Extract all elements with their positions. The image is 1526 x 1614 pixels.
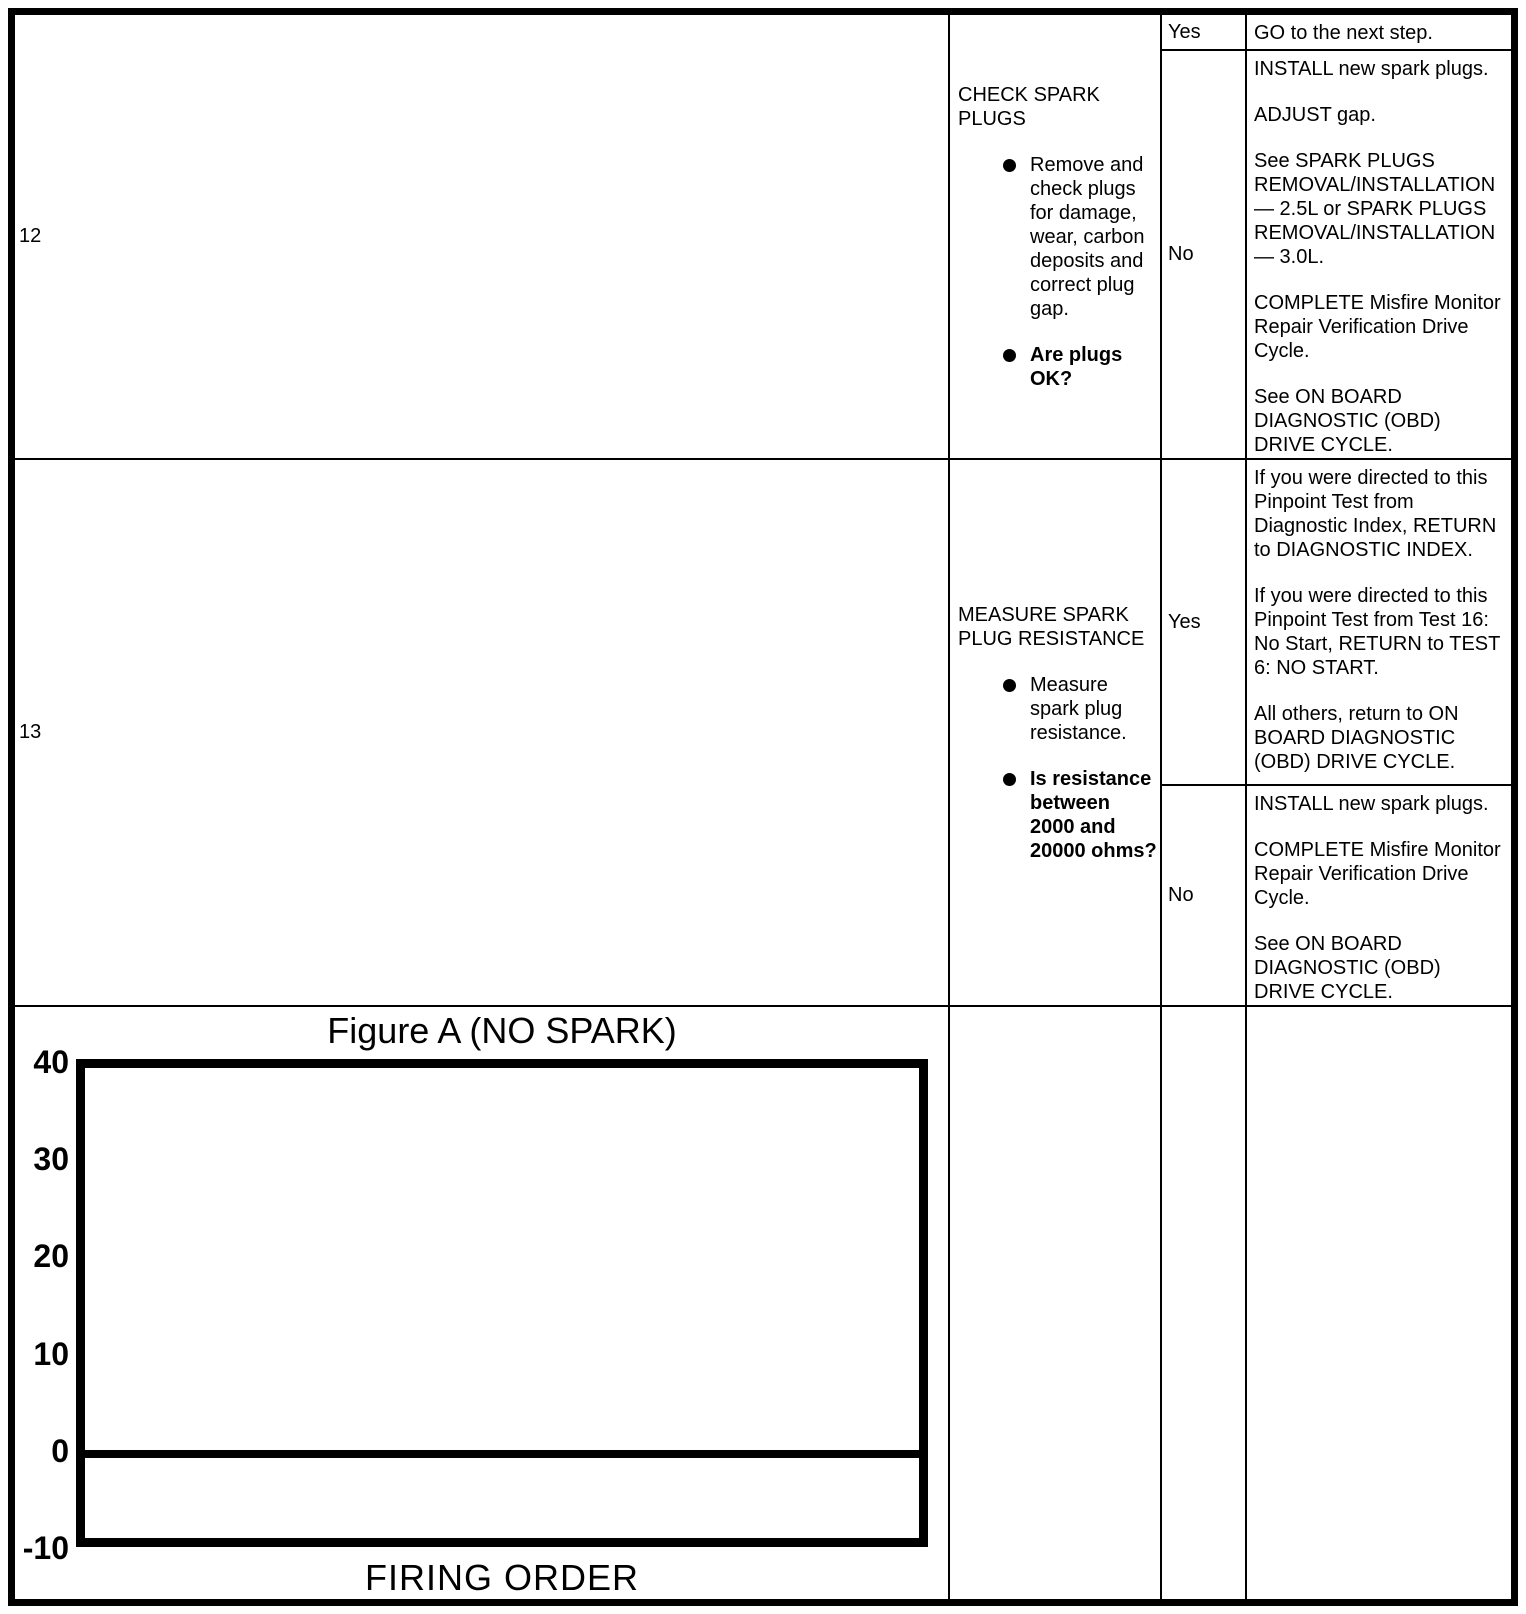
action-paragraph: COMPLETE Misfire Monitor Repair Verification Drive Cycle. [1254,839,1501,909]
action-paragraph: See ON BOARD DIAGNOSTIC (OBD) DRIVE CYCLE. [1254,386,1441,456]
action-paragraph: INSTALL new spark plugs. [1254,793,1489,815]
action-paragraph: INSTALL new spark plugs. [1254,58,1489,80]
action-paragraph: If you were directed to this Pinpoint Test from Diagnostic Index, RETURN to DIAGNOSTIC INDEX. [1254,467,1497,561]
figure-title: Figure A (NO SPARK) [327,1010,677,1051]
action-paragraph: If you were directed to this Pinpoint Test from Test 16: No Start, RETURN to TEST 6: NO START. [1254,585,1500,679]
answer-cell [1162,51,1247,458]
step-number: 12 [19,225,42,247]
step-number: 13 [19,721,42,743]
y-axis-tick: 20 [33,1238,69,1274]
result-row-yes [1162,460,1511,786]
y-axis-tick: -10 [22,1530,69,1566]
bullet-text: Measure spark plug resistance. [1030,673,1127,744]
action-paragraph: ADJUST gap. [1254,104,1376,126]
pinpoint-test-table [8,8,1518,1606]
x-axis-label: FIRING ORDER [364,1557,639,1598]
answer-label: No [1168,884,1194,906]
y-axis-tick: 40 [33,1044,69,1080]
bullet-text: Is resistance between 2000 and 20000 ohms? [1030,767,1157,862]
answer-label: Yes [1168,20,1201,43]
answer-cell [1162,15,1247,49]
y-axis-tick: 30 [33,1141,69,1177]
results-block [1162,460,1511,1005]
procedure-question-bullet [958,343,1158,391]
procedure-cell [950,460,1162,1005]
procedure-cell [950,15,1162,458]
bullet-icon [1003,159,1016,172]
procedure-title: CHECK SPARK PLUGS [958,83,1100,130]
action-cell [1247,15,1511,49]
bullet-icon [1003,679,1016,692]
empty-procedure-cell [950,1007,1162,1599]
results-block [1162,15,1511,458]
bullet-text: Remove and check plugs for damage, wear, carbon deposits and correct plug gap. [1030,153,1145,320]
action-paragraph: COMPLETE Misfire Monitor Repair Verification Drive Cycle. [1254,292,1501,362]
step-number-cell [15,460,950,1005]
test-row-13 [15,460,1511,1007]
bullet-icon [1003,773,1016,786]
step-number-cell [15,15,950,458]
zero-value-data-line [85,1450,919,1458]
empty-answer-cell [1162,1007,1247,1599]
action-cell [1247,460,1511,784]
result-row-yes [1162,15,1511,51]
answer-label: No [1168,243,1194,265]
answer-label: Yes [1168,610,1201,633]
action-paragraph: All others, return to ON BOARD DIAGNOSTIC (OBD) DRIVE CYCLE. [1254,703,1459,773]
action-paragraph: GO to the next step. [1254,22,1433,44]
bullet-text: Are plugs OK? [1030,343,1123,390]
empty-action-cell [1247,1007,1511,1599]
action-cell [1247,786,1511,1005]
procedure-bullet [958,153,1158,321]
procedure-question-bullet [958,767,1158,863]
figure-row [15,1007,1511,1599]
figure-cell [15,1007,950,1599]
test-row-12 [15,15,1511,460]
action-paragraph: See SPARK PLUGS REMOVAL/INSTALLATION — 2.5L or SPARK PLUGS REMOVAL/INSTALLATION — 3.0L. [1254,150,1496,268]
answer-cell [1162,786,1247,1005]
answer-cell [1162,460,1247,784]
y-axis-tick: 0 [51,1433,69,1469]
procedure-title: MEASURE SPARK PLUG RESISTANCE [958,603,1145,650]
procedure-bullet [958,673,1158,745]
action-cell [1247,51,1511,458]
result-row-no [1162,51,1511,458]
chart-plot-area [76,1059,928,1547]
bullet-icon [1003,349,1016,362]
action-paragraph: See ON BOARD DIAGNOSTIC (OBD) DRIVE CYCLE. [1254,933,1441,1003]
y-axis-tick: 10 [33,1336,69,1372]
result-row-no [1162,786,1511,1005]
